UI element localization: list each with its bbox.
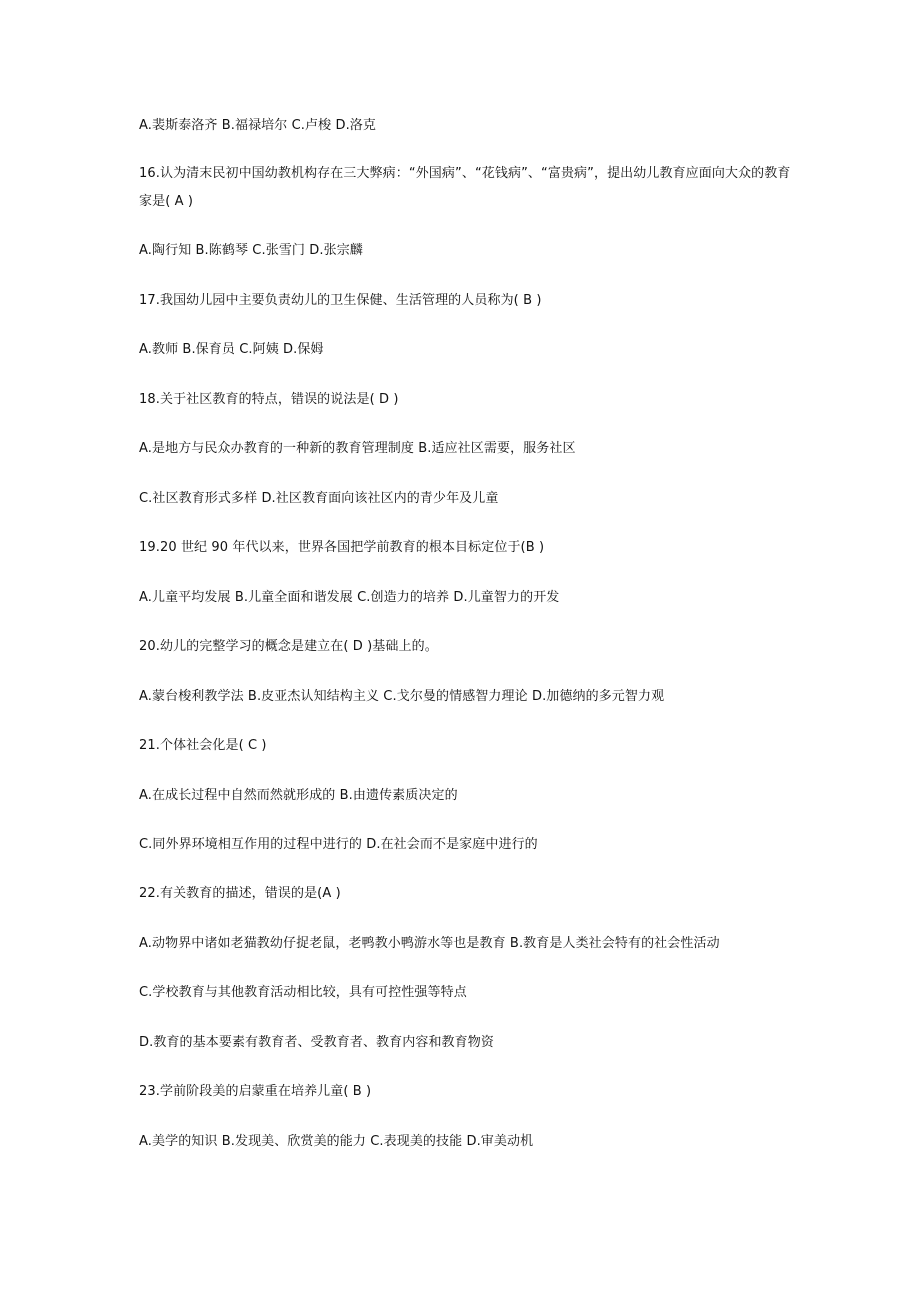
option-line-22a: A.动物界中诸如老猫教幼仔捉老鼠，老鸭教小鸭游水等也是教育 B.教育是人类社会特有的社会性活动 — [139, 936, 720, 951]
option-line-21b: C.同外界环境相互作用的过程中进行的 D.在社会而不是家庭中进行的 — [139, 837, 538, 852]
option-line-16: A.陶行知 B.陈鹤琴 C.张雪门 D.张宗麟 — [139, 243, 363, 258]
question-23: 23.学前阶段美的启蒙重在培养儿童( B ) — [139, 1084, 372, 1099]
option-line-19: A.儿童平均发展 B.儿童全面和谐发展 C.创造力的培养 D.儿童智力的开发 — [139, 590, 560, 605]
option-line-15: A.裴斯泰洛齐 B.福禄培尔 C.卢梭 D.洛克 — [139, 118, 376, 133]
option-line-21a: A.在成长过程中自然而然就形成的 B.由遗传素质决定的 — [139, 788, 458, 803]
question-17: 17.我国幼儿园中主要负责幼儿的卫生保健、生活管理的人员称为( B ) — [139, 293, 542, 308]
question-20: 20.幼儿的完整学习的概念是建立在( D )基础上的。 — [139, 639, 438, 654]
option-line-18a: A.是地方与民众办教育的一种新的教育管理制度 B.适应社区需要，服务社区 — [139, 441, 576, 456]
question-19: 19.20 世纪 90 年代以来，世界各国把学前教育的根本目标定位于(B ) — [139, 540, 545, 555]
option-line-17: A.教师 B.保育员 C.阿姨 D.保姆 — [139, 342, 324, 357]
option-line-18b: C.社区教育形式多样 D.社区教育面向该社区内的青少年及儿童 — [139, 491, 499, 506]
option-line-22c: D.教育的基本要素有教育者、受教育者、教育内容和教育物资 — [139, 1035, 494, 1050]
question-16: 16.认为清末民初中国幼教机构存在三大弊病：“外国病”、“花钱病”、“富贵病”，提出幼儿教育应面向大众的教育家是( A ) — [139, 166, 791, 209]
question-21: 21.个体社会化是( C ) — [139, 738, 267, 753]
question-18: 18.关于社区教育的特点，错误的说法是( D ) — [139, 392, 399, 407]
option-line-20: A.蒙台梭利教学法 B.皮亚杰认知结构主义 C.戈尔曼的情感智力理论 D.加德纳的多元智力观 — [139, 689, 665, 704]
question-22: 22.有关教育的描述，错误的是(A ) — [139, 886, 341, 901]
option-line-23: A.美学的知识 B.发现美、欣赏美的能力 C.表现美的技能 D.审美动机 — [139, 1134, 534, 1149]
option-line-22b: C.学校教育与其他教育活动相比较，具有可控性强等特点 — [139, 985, 467, 1000]
